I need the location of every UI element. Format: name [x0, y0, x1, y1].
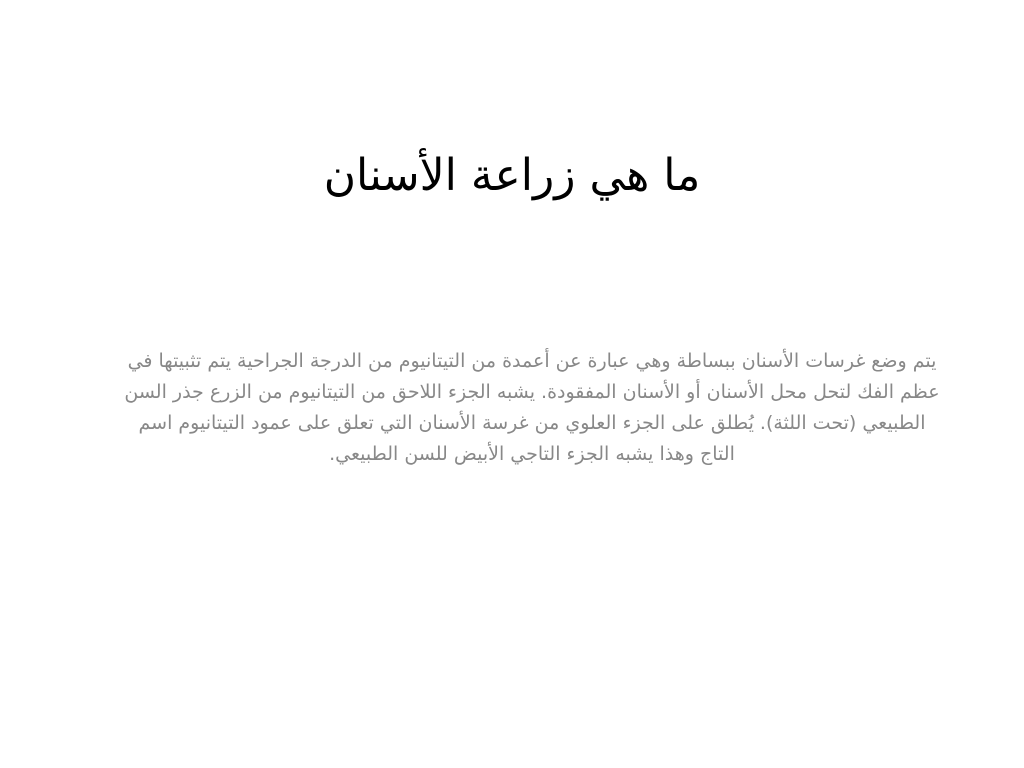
slide-body-text: يتم وضع غرسات الأسنان ببساطة وهي عبارة عن أعمدة من التيتانيوم من الدرجة الجراحية يتم تثبيتها في عظم الفك لتحل محل الأسنان أو الأسنان المفقودة. يشبه الجزء اللاحق من التيتانيوم من الزرع جذر السن الطبيعي (تحت اللثة). يُطلق على الجزء العلوي من غرسة الأسنان التي تعلق على عمود التيتانيوم اسم التاج وهذا يشبه الجزء التاجي الأبيض للسن الطبيعي. [124, 350, 940, 465]
slide-title: ما هي زراعة الأسنان [323, 150, 701, 201]
